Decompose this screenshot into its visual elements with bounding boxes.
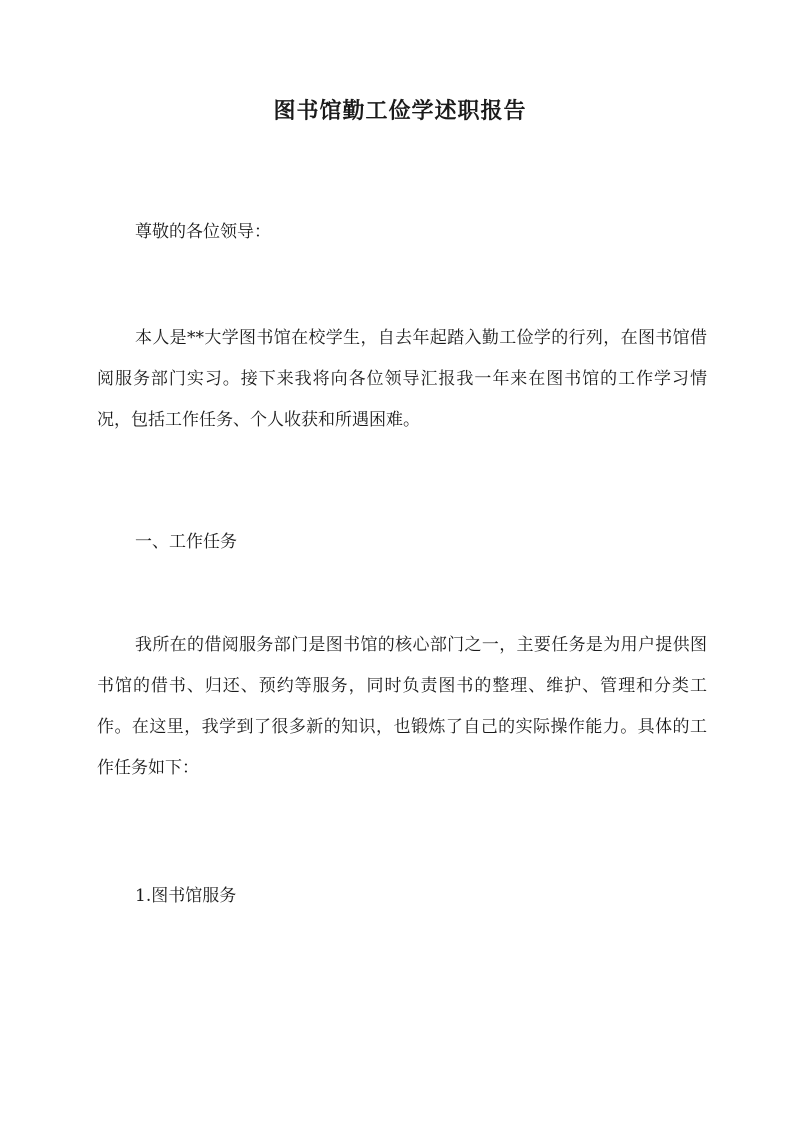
salutation: 尊敬的各位领导： [135, 222, 271, 242]
list-item-library-service: 1.图书馆服务 [135, 886, 237, 906]
document-title: 图书馆勤工俭学述职报告 [273, 98, 527, 124]
section-paragraph-work-tasks: 我所在的借阅服务部门是图书馆的核心部门之一，主要任务是为用户提供图书馆的借书、归还、预约等服务，同时负责图书的整理、维护、管理和分类工作。在这里，我学到了很多新的知识，也锻炼了自己的实际操作能力。具体的工作任务如下： [97, 635, 707, 778]
intro-paragraph: 本人是**大学图书馆在校学生，自去年起踏入勤工俭学的行列，在图书馆借阅服务部门实习。接下来我将向各位领导汇报我一年来在图书馆的工作学习情况，包括工作任务、个人收获和所遇困难。 [97, 328, 707, 430]
section-heading-work-tasks: 一、工作任务 [135, 532, 237, 552]
